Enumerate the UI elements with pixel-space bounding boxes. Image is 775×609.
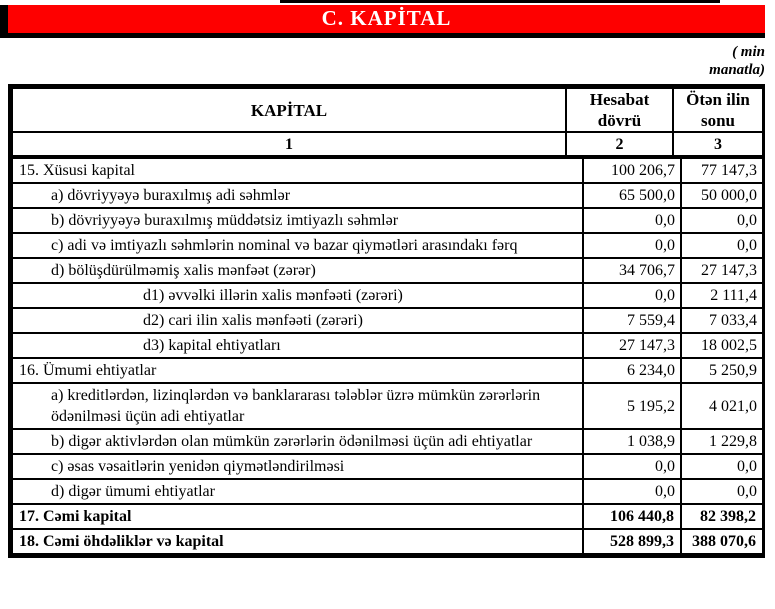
- row-value-current-period: 5 195,2: [583, 383, 681, 429]
- row-value-previous-year-end: 1 229,8: [681, 429, 763, 454]
- row-value-current-period: 65 500,0: [583, 183, 681, 208]
- row-value-previous-year-end: 388 070,6: [681, 529, 763, 554]
- capital-table-header: [11, 87, 764, 157]
- section-title-bar: [0, 5, 765, 38]
- units-note-line1: ( min: [732, 44, 765, 60]
- table-row: [12, 454, 763, 479]
- row-value-current-period: 0,0: [583, 208, 681, 233]
- row-value-current-period: 34 706,7: [583, 258, 681, 283]
- row-value-previous-year-end: 5 250,9: [681, 358, 763, 383]
- row-label: 16. Ümumi ehtiyatlar: [12, 358, 583, 383]
- row-value-previous-year-end: 7 033,4: [681, 308, 763, 333]
- row-label: d3) kapital ehtiyatları: [12, 333, 583, 358]
- table-row: [12, 183, 763, 208]
- row-label: 15. Xüsusi kapital: [12, 158, 583, 183]
- row-label: 18. Cəmi öhdəliklər və kapital: [12, 529, 583, 554]
- row-value-current-period: 7 559,4: [583, 308, 681, 333]
- row-value-current-period: 0,0: [583, 479, 681, 504]
- row-label: b) digər aktivlərdən olan mümkün zərərlərin ödənilməsi üçün adi ehtiyatlar: [12, 429, 583, 454]
- units-note: [709, 43, 765, 79]
- row-value-previous-year-end: 18 002,5: [681, 333, 763, 358]
- row-label: d1) əvvəlki illərin xalis mənfəəti (zərəri): [12, 283, 583, 308]
- row-value-current-period: 106 440,8: [583, 504, 681, 529]
- column-header-kapital: KAPİTAL: [12, 88, 566, 132]
- column-header-previous-year-end: Ötən ilin sonu: [673, 88, 763, 132]
- header-row: [12, 88, 763, 132]
- column-number-3: 3: [673, 132, 763, 156]
- column-number-row: [12, 132, 763, 156]
- row-value-previous-year-end: 0,0: [681, 233, 763, 258]
- row-label: a) dövriyyəyə buraxılmış adi səhmlər: [12, 183, 583, 208]
- table-row: [12, 233, 763, 258]
- column-number-1: 1: [12, 132, 566, 156]
- row-value-previous-year-end: 27 147,3: [681, 258, 763, 283]
- row-value-previous-year-end: 77 147,3: [681, 158, 763, 183]
- row-label: d) digər ümumi ehtiyatlar: [12, 479, 583, 504]
- row-label: 17. Cəmi kapital: [12, 504, 583, 529]
- row-label: d) bölüşdürülməmiş xalis mənfəət (zərər): [12, 258, 583, 283]
- row-label: b) dövriyyəyə buraxılmış müddətsiz imtiyazlı səhmlər: [12, 208, 583, 233]
- table-row: [12, 283, 763, 308]
- table-row: [12, 333, 763, 358]
- row-value-current-period: 0,0: [583, 233, 681, 258]
- page-top-rule: [280, 0, 720, 3]
- row-value-previous-year-end: 2 111,4: [681, 283, 763, 308]
- table-row: [12, 308, 763, 333]
- section-title: C. KAPİTAL: [321, 6, 452, 30]
- table-row: [12, 504, 763, 529]
- row-value-current-period: 100 206,7: [583, 158, 681, 183]
- table-row: [12, 383, 763, 429]
- row-value-current-period: 6 234,0: [583, 358, 681, 383]
- row-value-previous-year-end: 0,0: [681, 479, 763, 504]
- row-value-previous-year-end: 0,0: [681, 208, 763, 233]
- table-row: [12, 158, 763, 183]
- row-label: c) əsas vəsaitlərin yenidən qiymətləndirilməsi: [12, 454, 583, 479]
- row-value-current-period: 0,0: [583, 283, 681, 308]
- capital-table-body-table: [11, 157, 764, 555]
- row-value-previous-year-end: 4 021,0: [681, 383, 763, 429]
- row-label: c) adi və imtiyazlı səhmlərin nominal və bazar qiymətləri arasındakı fərq: [12, 233, 583, 258]
- table-row: [12, 479, 763, 504]
- column-header-current-period: Hesabat dövrü: [566, 88, 673, 132]
- table-row: [12, 358, 763, 383]
- capital-table: [8, 84, 765, 558]
- row-value-previous-year-end: 50 000,0: [681, 183, 763, 208]
- table-row: [12, 258, 763, 283]
- row-value-previous-year-end: 0,0: [681, 454, 763, 479]
- row-label: a) kreditlərdən, lizinqlərdən və banklararası tələblər üzrə mümkün zərərlərin ödənilməsi üçün adi ehtiyatlar: [12, 383, 583, 429]
- row-value-current-period: 0,0: [583, 454, 681, 479]
- units-note-line2: manatla): [709, 62, 765, 78]
- row-value-current-period: 1 038,9: [583, 429, 681, 454]
- column-number-2: 2: [566, 132, 673, 156]
- capital-table-body: [12, 158, 763, 554]
- table-row: [12, 529, 763, 554]
- table-row: [12, 429, 763, 454]
- table-row: [12, 208, 763, 233]
- row-label: d2) cari ilin xalis mənfəəti (zərəri): [12, 308, 583, 333]
- row-value-previous-year-end: 82 398,2: [681, 504, 763, 529]
- row-value-current-period: 528 899,3: [583, 529, 681, 554]
- row-value-current-period: 27 147,3: [583, 333, 681, 358]
